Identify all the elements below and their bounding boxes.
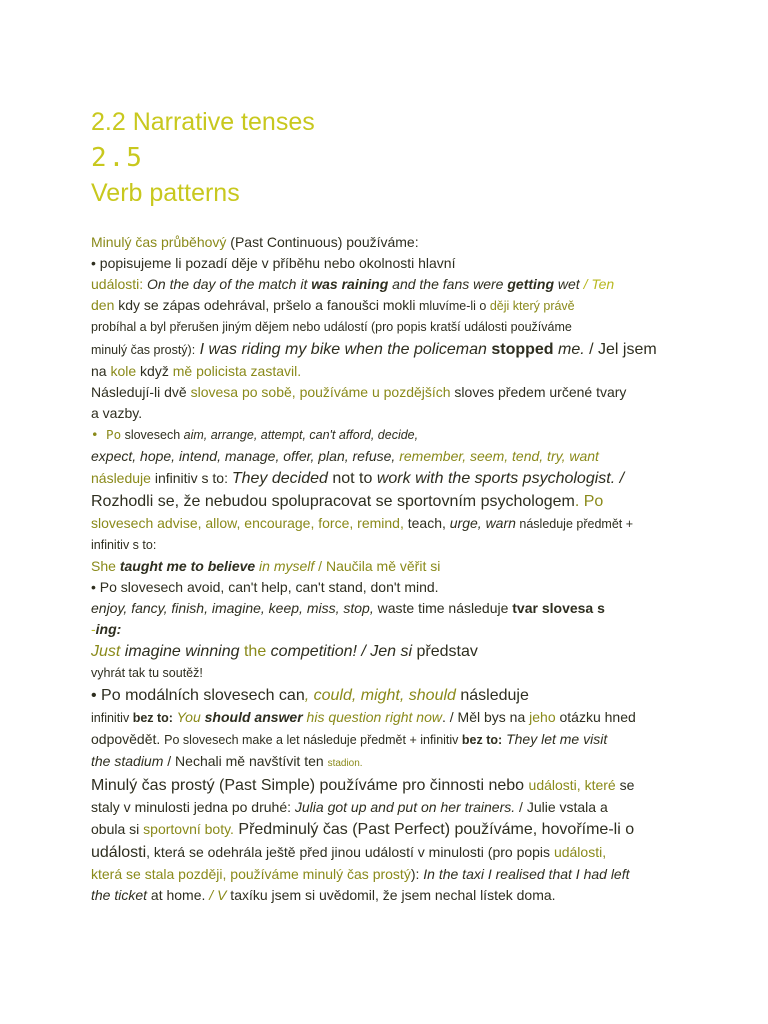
text-span: aim, arrange, attempt, can't afford, decide,: [183, 428, 419, 442]
text-span: kole: [110, 363, 137, 379]
paragraph-line: [91, 535, 691, 556]
text-span: se: [615, 777, 635, 793]
text-span: in myself: [255, 558, 315, 574]
text-span: , která se odehrála ještě před jinou událostí v minulosti (pro popis: [146, 844, 554, 860]
text-span: On the day of the match it: [143, 276, 312, 292]
paragraph-line: [91, 885, 691, 906]
paragraph-line: [91, 446, 691, 467]
paragraph-line: [91, 707, 691, 729]
paragraph-line: [91, 774, 691, 797]
text-span: wet: [554, 276, 580, 292]
paragraph-line: [91, 338, 691, 361]
paragraph-line: [91, 317, 691, 338]
text-span: was raining: [311, 276, 389, 292]
text-span: mluvíme-li o: [415, 299, 490, 313]
text-span: vyhrát tak tu soutěž!: [91, 666, 203, 680]
text-span: / Nechali mě navštívit ten: [163, 753, 328, 769]
text-span: / Naučila mě věřit si: [314, 558, 441, 574]
text-span: taught me to believe: [119, 558, 256, 574]
text-span: should answer: [204, 709, 303, 725]
text-span: • Po: [91, 427, 122, 442]
text-span: the: [239, 643, 271, 660]
paragraph-line: [91, 274, 691, 295]
text-span: taxíku jsem si uvědomil, že jsem nechal lístek doma.: [226, 887, 556, 903]
paragraph-line: [91, 403, 691, 424]
text-span: Předminulý čas (Past Perfect) používáme, hovoříme-li o: [233, 821, 635, 838]
text-span: následuje předmět +: [515, 517, 634, 531]
text-span: události,: [553, 844, 607, 860]
text-span: teach,: [403, 515, 450, 531]
text-span: slovesech: [121, 428, 184, 442]
text-span: I was riding my bike when the policeman: [195, 341, 492, 358]
text-span: ing:: [95, 621, 122, 637]
text-span: probíhal a byl přerušen jiným dějem nebo událostí (pro popis kratší události používáme: [91, 320, 572, 334]
text-span: jeho: [529, 709, 556, 725]
paragraph-line: [91, 232, 691, 253]
text-span: otázku hned: [555, 709, 636, 725]
paragraph-line: [91, 841, 691, 864]
paragraph-line: [91, 361, 691, 382]
text-span: který právě: [509, 299, 575, 313]
text-span: at home.: [147, 887, 206, 903]
text-span: stopped: [491, 341, 554, 358]
paragraph-line: [91, 864, 691, 885]
text-span: In the taxi I realised that: [423, 866, 572, 882]
text-span: You: [172, 709, 205, 725]
text-span: / Ten: [579, 276, 615, 292]
document-body: [91, 232, 691, 906]
paragraph-line: [91, 424, 691, 446]
text-span: and the fans were: [388, 276, 508, 292]
paragraph-line: [91, 598, 691, 619]
text-span: Minulý čas prostý (Past Simple) používáme pro činnosti nebo: [91, 777, 529, 794]
paragraph-line: [91, 467, 691, 490]
text-span: • Po slovesech avoid, can't help, can't stand, don't mind.: [91, 579, 439, 595]
heading-verb-patterns: Verb patterns: [91, 179, 240, 207]
text-span: představ: [412, 643, 478, 660]
paragraph-line: [91, 490, 691, 513]
text-span: infinitiv s to:: [91, 538, 157, 552]
text-span: a vazby.: [91, 405, 143, 421]
text-span: sloves předem určené tvary: [450, 384, 627, 400]
text-span: getting: [507, 276, 555, 292]
text-span: následuje: [455, 687, 529, 704]
paragraph-line: [91, 513, 691, 535]
text-span: . Po: [574, 493, 604, 510]
text-span: bez to:: [132, 711, 173, 725]
paragraph-line: [91, 818, 691, 841]
text-span: imagine winning: [124, 643, 240, 660]
text-span: Následují-li dvě: [91, 384, 191, 400]
text-span: urge, warn: [449, 515, 516, 531]
text-span: enjoy, fancy, finish, imagine, keep, miss, stop,: [91, 600, 378, 616]
text-span: na: [91, 363, 111, 379]
text-span: • Po modálních slovesech can: [91, 687, 305, 704]
text-span: / Julie vstala a: [515, 799, 608, 815]
paragraph-line: [91, 640, 691, 663]
text-span: bez to:: [461, 733, 503, 747]
paragraph-line: [91, 295, 691, 317]
text-span: když: [136, 363, 173, 379]
paragraph-line: [91, 684, 691, 707]
text-span: obula si: [91, 821, 144, 837]
text-span: Minulý čas průběhový: [91, 234, 227, 250]
text-span: následuje: [444, 600, 513, 616]
text-span: minulý čas prostý):: [91, 343, 196, 357]
text-span: den: [91, 297, 115, 313]
text-span: mě policista zastavil.: [172, 363, 302, 379]
paragraph-line: [91, 556, 691, 577]
text-span: ději: [489, 299, 510, 313]
text-span: odpovědět.: [91, 731, 165, 747]
text-span: / Jel jsem: [584, 341, 657, 358]
text-span: not to: [327, 470, 377, 487]
text-span: události, které: [528, 777, 616, 793]
document-page: [91, 104, 691, 906]
text-span: infinitiv: [91, 711, 133, 725]
text-span: Po slovesech make a let následuje předmět + infinitiv: [164, 733, 462, 747]
paragraph-line: [91, 729, 691, 751]
text-span: infinitiv s to:: [150, 470, 232, 486]
text-span: the ticket: [91, 887, 148, 903]
heading-narrative-tenses: 2.2 Narrative tenses: [91, 108, 315, 136]
text-span: work with the sports psychologist. /: [376, 470, 625, 487]
text-span: události:: [91, 276, 144, 292]
text-span: Rozhodli se, že nebudou spolupracovat se sportovním psychologem: [91, 493, 575, 510]
text-span: I had left: [571, 866, 630, 882]
paragraph-line: [91, 663, 691, 684]
text-span: slovesa po sobě, používáme u pozdějších: [190, 384, 451, 400]
paragraph-line: [91, 619, 691, 640]
text-span: me.: [553, 341, 585, 358]
text-span: tvar slovesa s: [512, 600, 605, 616]
text-span: They decided: [231, 470, 328, 487]
text-span: sportovní boty.: [143, 821, 234, 837]
text-span: Julia got up and put on her trainers.: [294, 799, 516, 815]
text-span: They let me visit: [502, 731, 608, 747]
text-span: stadion.: [327, 758, 363, 769]
text-span: expect, hope, intend, manage, offer, plan, refuse,: [91, 448, 400, 464]
paragraph-line: [91, 382, 691, 403]
text-span: která se stala později, používáme minulý čas prostý: [91, 866, 411, 882]
text-span: his question right now: [302, 709, 442, 725]
text-span: ):: [410, 866, 424, 882]
text-span: She: [91, 558, 120, 574]
text-span: , could, might, should: [304, 687, 456, 704]
text-span: . / Měl bys na: [441, 709, 530, 725]
text-span: události: [91, 844, 147, 861]
text-span: kdy se zápas odehrával, prše: [114, 297, 301, 313]
text-span: Just: [91, 643, 125, 660]
text-span: -: [91, 621, 96, 637]
text-span: (Past Continuous) používáme:: [226, 234, 419, 250]
paragraph-line: [91, 797, 691, 818]
text-span: lo a fanoušci mokli: [300, 297, 416, 313]
paragraph-line: [91, 253, 691, 274]
heading-section-number: 2.5: [91, 143, 144, 173]
text-span: následuje: [91, 470, 151, 486]
paragraph-line: [91, 751, 691, 774]
text-span: staly v minulosti jedna po druhé:: [91, 799, 295, 815]
paragraph-line: [91, 577, 691, 598]
text-span: • popisujeme li pozadí děje v příběhu nebo okolnosti hlavní: [91, 255, 456, 271]
text-span: slovesech advise, allow, encourage, force, remind,: [91, 515, 404, 531]
text-span: waste time: [377, 600, 445, 616]
text-span: remember, seem, tend, try, want: [399, 448, 599, 464]
text-span: competition! / Jen si: [270, 643, 413, 660]
text-span: / V: [205, 887, 227, 903]
text-span: the stadium: [91, 753, 164, 769]
